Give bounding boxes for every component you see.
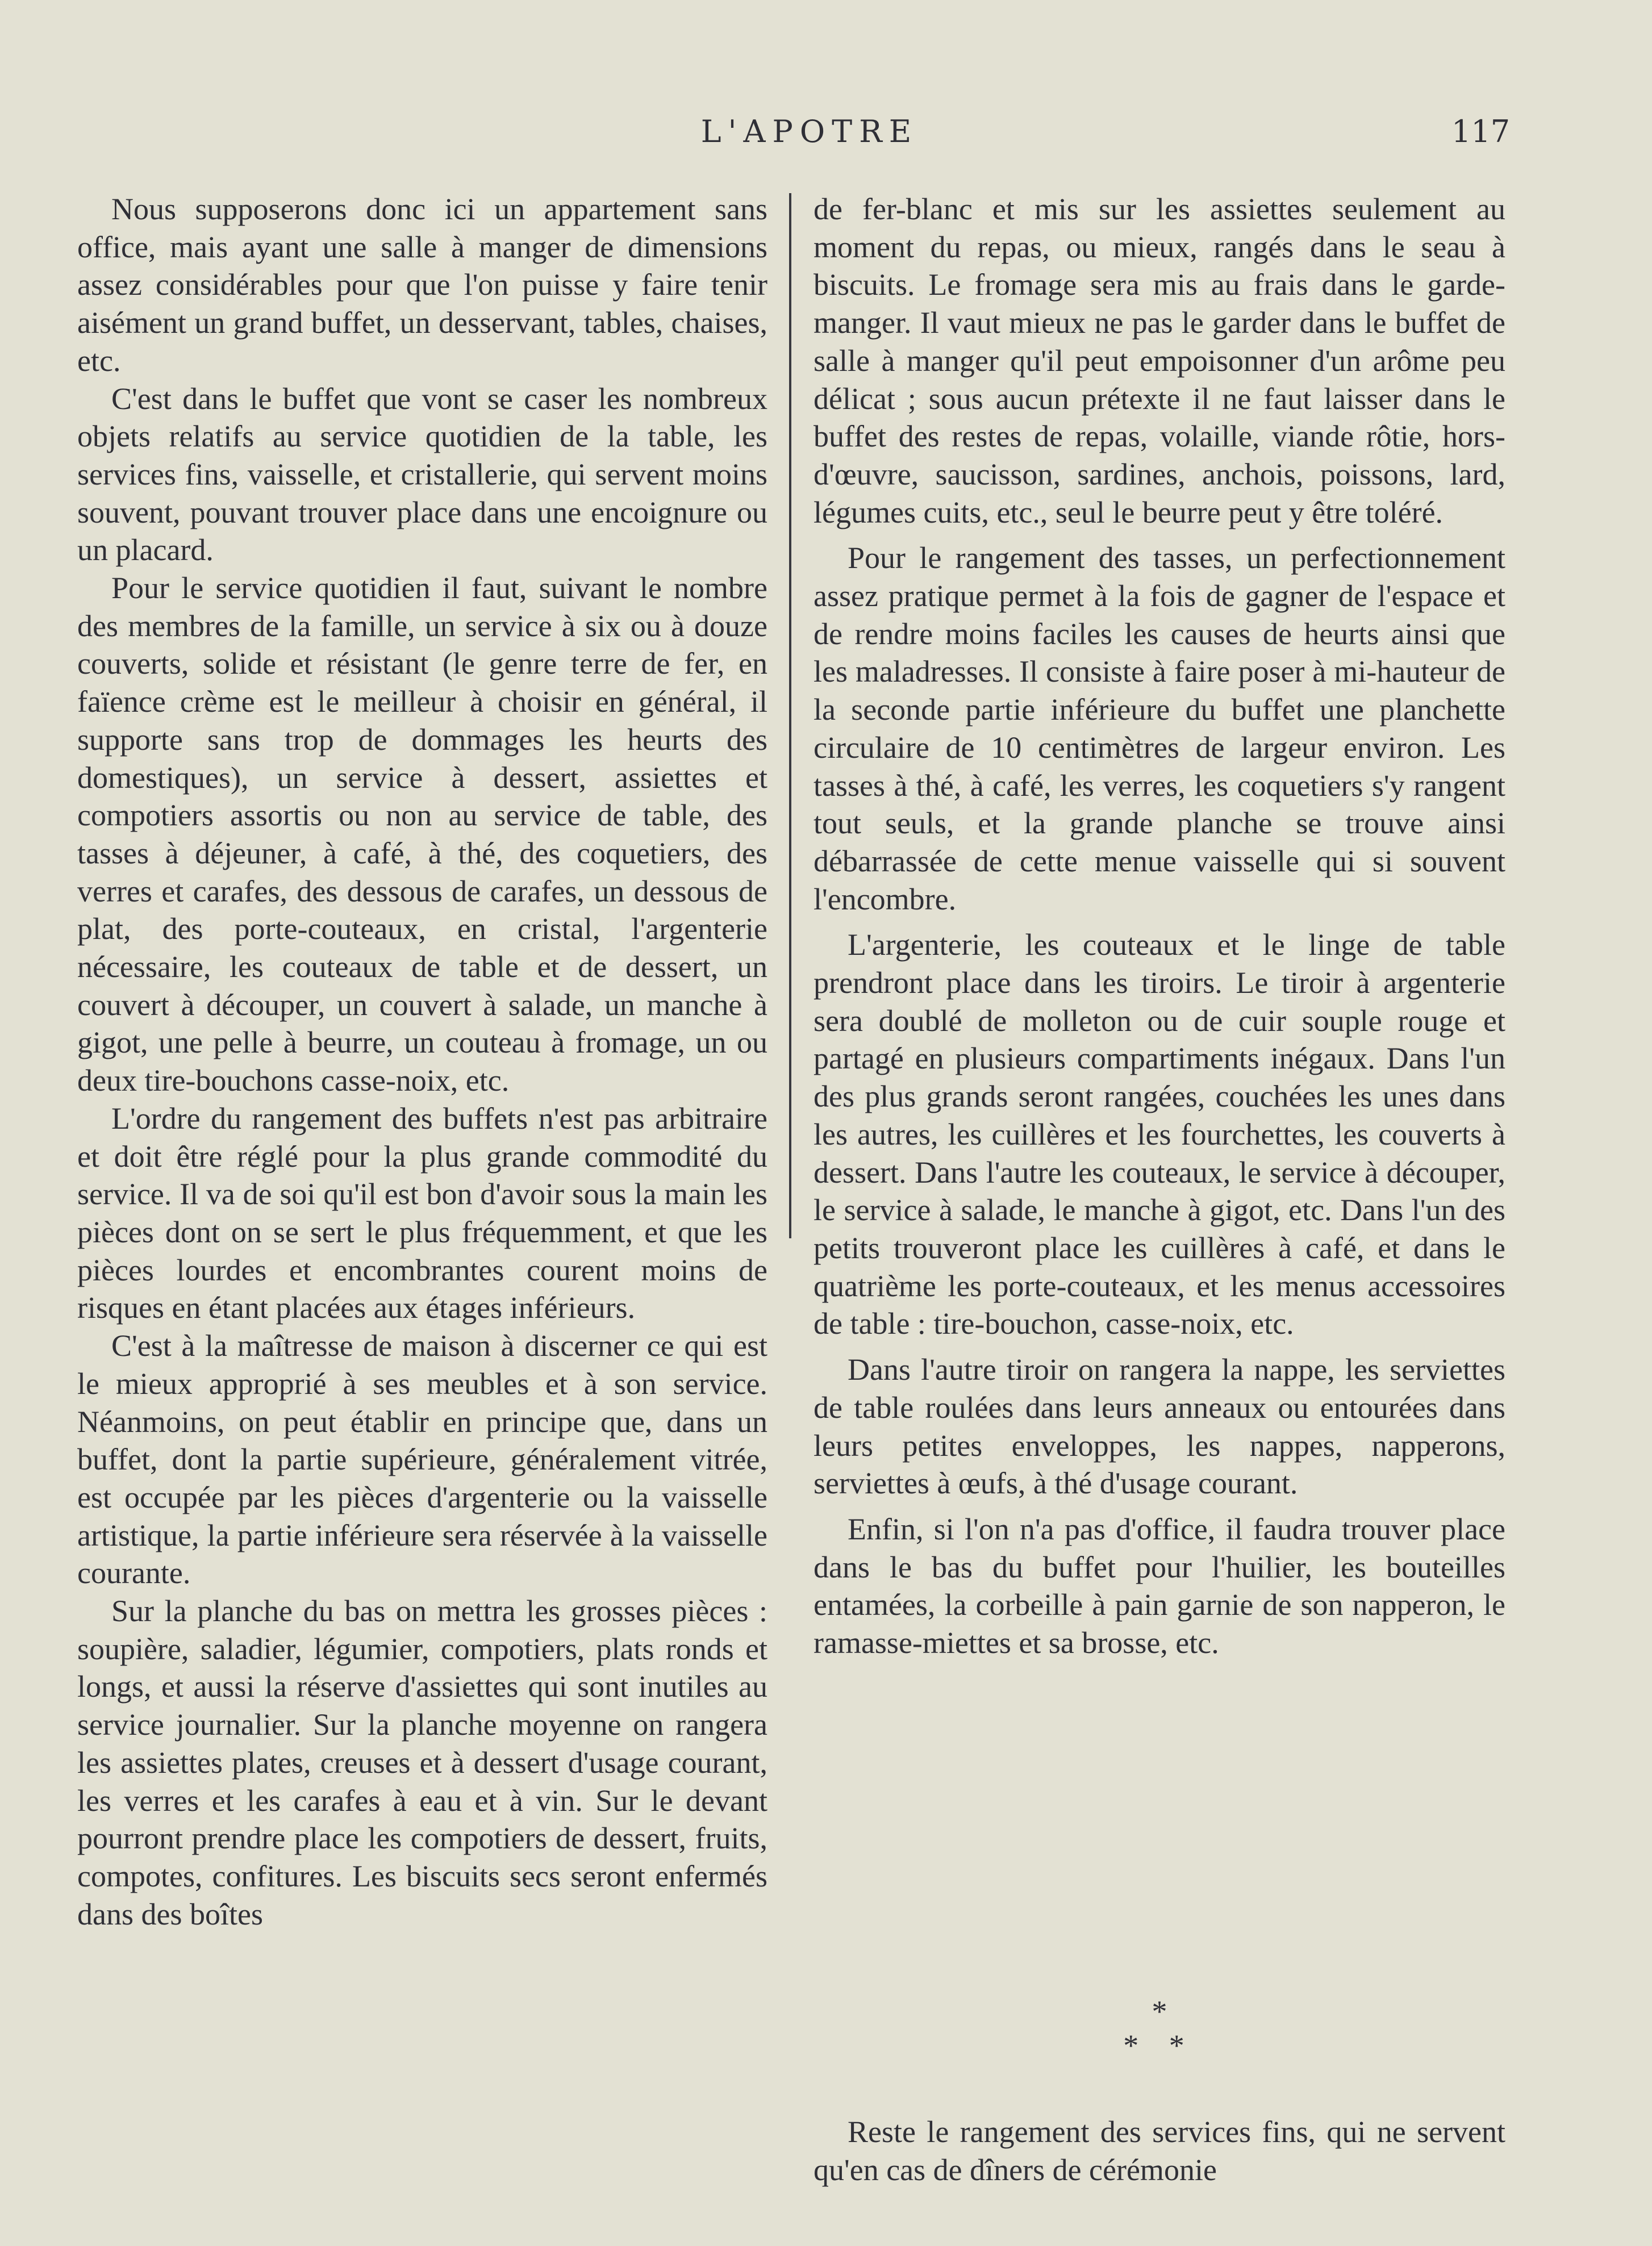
left-column: [77, 190, 767, 1933]
asterism-top: *: [1152, 1994, 1167, 2028]
paragraph: L'argenterie, les couteaux et le linge de table prendront place dans les tiroirs. Le tiroir à argenterie sera doublé de molleton ou de cuir souple rouge et partagé en plusieurs compartiments inégaux. Dans l'un des plus grands seront rangées, couchées les unes dans les autres, les cuillères et les fourchettes, les couverts à dessert. Dans l'autre les couteaux, le service à découper, le service à salade, le manche à gigot, etc. Dans l'un des petits trouveront place les cuillères à café, et dans le quatrième les porte-couteaux, et les menus accessoires de table : tire-bouchon, casse-noix, etc.: [814, 928, 1505, 1341]
paragraph: C'est à la maîtresse de maison à discerner ce qui est le mieux approprié à ses meubles et à son service. Néanmoins, on peut établir en principe que, dans un buffet, dont la partie supérieure, généralement vitrée, est occupée par les pièces d'argenterie ou la vaisselle artistique, la partie inférieure sera réservée à la vaisselle courante.: [77, 1329, 767, 1590]
paragraph: Sur la planche du bas on mettra les grosses pièces : soupière, saladier, légumier, compotiers, plats ronds et longs, et aussi la réserve d'assiettes qui sont inutiles au service journalier. Sur la planche moyenne on rangera les assiettes plates, creuses et à dessert d'usage courant, les verres et les carafes à eau et à vin. Sur le devant pourront prendre place les compotiers de dessert, fruits, compotes, confitures. Les biscuits secs seront enfermés dans des boîtes: [77, 1594, 767, 1931]
column-divider: [789, 193, 791, 1238]
paragraph: Pour le service quotidien il faut, suivant le nombre des membres de la famille, un service à six ou à douze couverts, solide et résistant (le genre terre de fer, en faïence crème est le meilleur à choisir en général, il supporte sans trop de dommages les heurts des domestiques), un service à dessert, assiettes et compotiers assortis ou non au service de table, des tasses à déjeuner, à café, à thé, des coquetiers, des verres et carafes, des dessous de carafes, un dessous de plat, des porte-couteaux, en cristal, l'argenterie nécessaire, les couteaux de table et de dessert, un couvert à découper, un couvert à salade, un manche à gigot, une pelle à beurre, un couteau à fromage, un ou deux tire-bouchons casse-noix, etc.: [77, 571, 767, 1098]
page-header: [0, 114, 1652, 165]
paragraph: C'est dans le buffet que vont se caser les nombreux objets relatifs au service quotidien de la table, les services fins, vaisselle, et cristallerie, qui servent moins souvent, pouvant trouver place dans une encoignure ou un placard.: [77, 381, 767, 567]
paragraph: Dans l'autre tiroir on rangera la nappe, les serviettes de table roulées dans leurs anneaux ou entourées dans leurs petites enveloppes, les nappes, napperons, serviettes à œufs, à thé d'usage courant.: [814, 1352, 1505, 1501]
right-column: [814, 190, 1505, 1662]
running-title: L'APOTRE: [700, 114, 919, 149]
page-number: 117: [1451, 114, 1511, 149]
paragraph: Enfin, si l'on n'a pas d'office, il faudra trouver place dans le bas du buffet pour l'huilier, les bouteilles entamées, la corbeille à pain garnie de son napperon, le ramasse-miettes et sa brosse, etc.: [814, 1512, 1505, 1660]
paragraph: Pour le rangement des tasses, un perfectionnement assez pratique permet à la fois de gagner de l'espace et de rendre moins faciles les causes de heurts ainsi que les maladresses. Il consiste à faire poser à mi-hauteur de la seconde partie inférieure du buffet une planchette circulaire de 10 centimètres de largeur environ. Les tasses à thé, à café, les verres, les coquetiers s'y rangent tout seuls, et la grande planche se trouve ainsi débarrassée de cette menue vaisselle qui si souvent l'encombre.: [814, 541, 1505, 916]
paragraph: Reste le rangement des services fins, qui ne servent qu'en cas de dîners de cérémonie: [814, 2115, 1505, 2187]
asterism-bottom: * *: [1123, 2028, 1196, 2063]
right-column-tail: [814, 2113, 1505, 2189]
paragraph: de fer-blanc et mis sur les assiettes seulement au moment du repas, ou mieux, rangés dans le seau à biscuits. Le fromage sera mis au frais dans le garde-manger. Il vaut mieux ne pas le garder dans le buffet de salle à manger qu'il peut empoisonner d'un arôme peu délicat ; sous aucun prétexte il ne faut laisser dans le buffet des restes de repas, volaille, viande rôtie, hors-d'œuvre, saucisson, sardines, anchois, poissons, lard, légumes cuits, etc., seul le beurre peut y être toléré.: [814, 192, 1505, 529]
paragraph: L'ordre du rangement des buffets n'est pas arbitraire et doit être réglé pour la plus grande commodité du service. Il va de soi qu'il est bon d'avoir sous la main les pièces dont on se sert le plus fréquemment, et que les pièces lourdes et encombrantes courent moins de risques en étant placées aux étages inférieurs.: [77, 1101, 767, 1325]
paragraph: Nous supposerons donc ici un appartement sans office, mais ayant une salle à manger de dimensions assez considérables pour que l'on puisse y faire tenir aisément un grand buffet, un desservant, tables, chaises, etc.: [77, 192, 767, 378]
